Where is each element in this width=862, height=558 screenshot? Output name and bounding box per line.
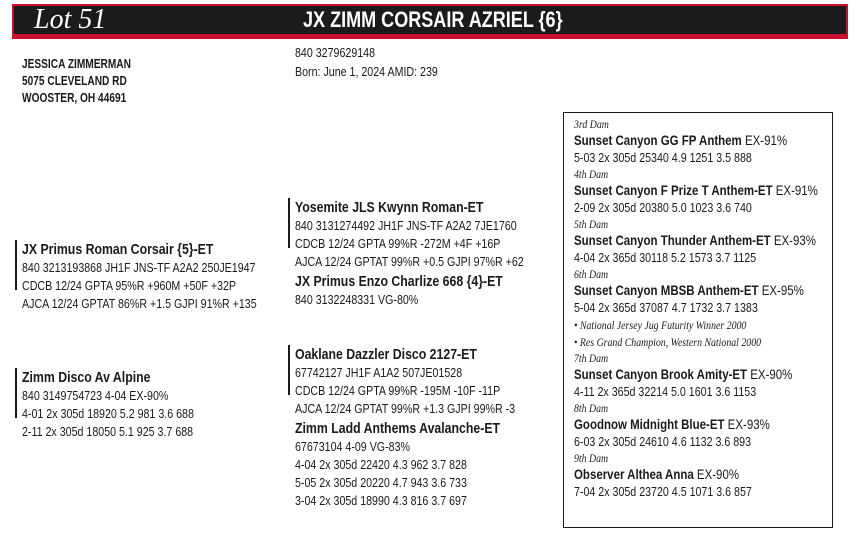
dam-entry-note: • Res Grand Champion, Western National 2000	[574, 335, 762, 349]
sire-sire-line: AJCA 12/24 GPTAT 99%R +0.5 GJPI 97%R +62	[295, 254, 524, 269]
dam-entry-name-text: Sunset Canyon GG FP Anthem	[574, 132, 742, 148]
animal-title: JX ZIMM CORSAIR AZRIEL {6}	[303, 7, 563, 32]
dam-sire-line: CDCB 12/24 GPTA 99%R -195M -10F -11P	[295, 383, 501, 398]
sire-line: 840 3213193868 JH1F JNS-TF A2A2 250JE1947	[22, 260, 256, 275]
owner-city: WOOSTER, OH 44691	[22, 90, 127, 105]
dam-entry-rating: EX-91%	[741, 132, 788, 148]
dam-sire-name: Oaklane Dazzler Disco 2127-ET	[295, 346, 477, 363]
dam-generation-label: 7th Dam	[574, 351, 609, 365]
owner-name: JESSICA ZIMMERMAN	[22, 56, 131, 71]
dam-entry-record: 6-03 2x 305d 24610 4.6 1132 3.6 893	[574, 434, 752, 449]
dam-entry-record: 5-03 2x 305d 25340 4.9 1251 3.5 888	[574, 150, 752, 165]
sire-dam-line: 840 3132248331 VG-80%	[295, 292, 419, 307]
header-underline	[12, 37, 848, 39]
dam-entry-name	[574, 365, 818, 383]
dam-line: 840 3149754723 4-04 EX-90%	[22, 388, 169, 403]
dam-dam-line: 67673104 4-09 VG-83%	[295, 439, 410, 454]
dam-generation-label: 8th Dam	[574, 401, 609, 415]
sire-connector	[15, 240, 17, 290]
animal-reg-number: 840 3279629148	[295, 45, 376, 60]
dam-entry-name	[574, 181, 818, 199]
owner-block	[22, 55, 131, 106]
extended-dams-list	[574, 117, 818, 501]
dam-connector	[15, 368, 17, 418]
dam-sire-line: 67742127 JH1F A1A2 507JE01528	[295, 365, 463, 380]
dam-entry	[574, 401, 818, 451]
sire-dam-name: JX Primus Enzo Charlize 668 {4}-ET	[295, 273, 503, 290]
dam-entry	[574, 117, 818, 167]
dam-entry-record: 2-09 2x 305d 20380 5.0 1023 3.6 740	[574, 200, 752, 215]
dam-line: 4-01 2x 305d 18920 5.2 981 3.6 688	[22, 406, 194, 421]
dam-entry-rating: EX-90%	[693, 466, 740, 482]
sire-block	[22, 240, 257, 313]
sire-dam-block	[295, 272, 503, 309]
dam-name: Zimm Disco Av Alpine	[22, 369, 151, 386]
dam-generation-label: 6th Dam	[574, 267, 609, 281]
sire-sire-line: 840 3131274492 JH1F JNS-TF A2A2 7JE1760	[295, 218, 517, 233]
sire-sire-name: Yosemite JLS Kwynn Roman-ET	[295, 199, 484, 216]
dam-entry-name	[574, 281, 818, 299]
animal-registration	[295, 43, 438, 81]
dam-entry-name	[574, 415, 818, 433]
dam-entry-rating: EX-93%	[724, 416, 770, 432]
dam-entry-record: 5-04 2x 365d 37087 4.7 1732 3.7 1383	[574, 300, 758, 315]
sire-name: JX Primus Roman Corsair {5}-ET	[22, 241, 214, 258]
dam-generation-label: 9th Dam	[574, 451, 609, 465]
dam-entry-name-text: Sunset Canyon F Prize T Anthem-ET	[574, 182, 773, 198]
dam-entry	[574, 451, 818, 501]
dam-entry	[574, 267, 818, 351]
dam-sire-block	[295, 345, 515, 418]
sire-sire-block	[295, 198, 524, 271]
dam-entry-rating: EX-95%	[758, 282, 804, 298]
sire-sire-line: CDCB 12/24 GPTA 99%R -272M +4F +16P	[295, 236, 501, 251]
dam-dam-line: 4-04 2x 305d 22420 4.3 962 3.7 828	[295, 457, 467, 472]
dam-block	[22, 368, 194, 441]
dam-dam-name: Zimm Ladd Anthems Avalanche-ET	[295, 420, 501, 437]
dam-entry-name-text: Goodnow Midnight Blue-ET	[574, 416, 725, 432]
dam-entry-name	[574, 131, 818, 149]
owner-street: 5075 CLEVELAND RD	[22, 73, 127, 88]
dam-dam-line: 3-04 2x 305d 18990 4.3 816 3.7 697	[295, 493, 467, 508]
dam-entry-note: • National Jersey Jug Futurity Winner 2000	[574, 318, 747, 332]
dam-entry-rating: EX-93%	[770, 232, 816, 248]
dam-entry-name-text: Sunset Canyon Brook Amity-ET	[574, 366, 748, 382]
dam-dam-line: 5-05 2x 305d 20220 4.7 943 3.6 733	[295, 475, 467, 490]
dam-entry-rating: EX-91%	[772, 182, 818, 198]
dam-entry	[574, 351, 818, 401]
dam-entry	[574, 217, 818, 267]
dam-entry-name-text: Observer Althea Anna	[574, 466, 694, 482]
dam-entry-name	[574, 231, 818, 249]
dam-line: 2-11 2x 305d 18050 5.1 925 3.7 688	[22, 424, 194, 439]
sire-line: AJCA 12/24 GPTAT 86%R +1.5 GJPI 91%R +135	[22, 296, 257, 311]
sire-sire-connector	[288, 198, 290, 248]
dam-sire-line: AJCA 12/24 GPTAT 99%R +1.3 GJPI 99%R -3	[295, 401, 516, 416]
dam-entry-name	[574, 465, 818, 483]
dam-generation-label: 3rd Dam	[574, 117, 609, 131]
dam-entry-record: 4-11 2x 365d 32214 5.0 1601 3.6 1153	[574, 384, 757, 399]
dam-entry-rating: EX-90%	[747, 366, 793, 382]
dam-generation-label: 4th Dam	[574, 167, 609, 181]
dam-generation-label: 5th Dam	[574, 217, 609, 231]
animal-birth-amid: Born: June 1, 2024 AMID: 239	[295, 64, 438, 79]
dam-sire-connector	[288, 345, 290, 395]
dam-dam-block	[295, 419, 500, 510]
lot-number: Lot 51	[34, 4, 107, 35]
dam-entry-name-text: Sunset Canyon Thunder Anthem-ET	[574, 232, 771, 248]
dam-entry-name-text: Sunset Canyon MBSB Anthem-ET	[574, 282, 759, 298]
dam-entry	[574, 167, 818, 217]
sire-line: CDCB 12/24 GPTA 95%R +960M +50F +32P	[22, 278, 237, 293]
dam-entry-record: 7-04 2x 305d 23720 4.5 1071 3.6 857	[574, 484, 752, 499]
dam-entry-record: 4-04 2x 365d 30118 5.2 1573 3.7 1125	[574, 250, 757, 265]
